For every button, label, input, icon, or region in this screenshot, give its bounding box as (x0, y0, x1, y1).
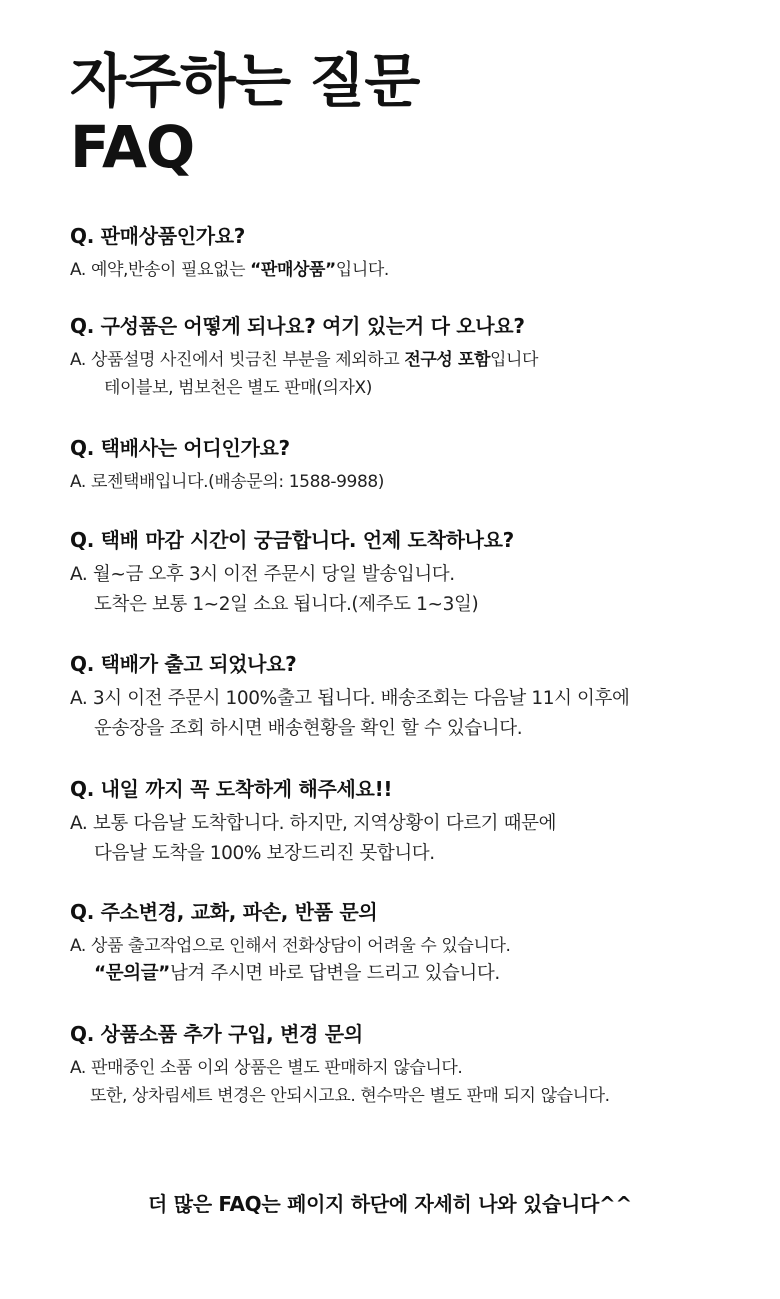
faq-question: Q. 상품소품 추가 구입, 변경 문의 (70, 1022, 363, 1046)
faq-answer: A. 상품설명 사진에서 빗금친 부분을 제외하고 전구성 포함입니다 테이블보, 범보천은 별도 판매(의자X) (70, 350, 539, 398)
title-korean: 자주하는 질문 (70, 47, 420, 115)
faq-answer: A. 예약,반송이 필요없는 “판매상품”입니다. (70, 260, 389, 280)
faq-item (70, 650, 750, 744)
faq-answer: A. 로젠택배입니다.(배송문의: 1588-9988) (70, 472, 385, 492)
faq-item (70, 775, 750, 869)
faq-question: Q. 판매상품인가요? (70, 224, 246, 248)
faq-question: Q. 구성품은 어떻게 되나요? 여기 있는거 다 오나요? (70, 314, 525, 338)
footer-note: 더 많은 FAQ는 페이지 하단에 자세히 나와 있습니다^^ (148, 1192, 632, 1216)
faq-answer: A. 월~금 오후 3시 이전 주문시 당일 발송입니다. 도착은 보통 1~2일 소요 됩니다.(제주도 1~3일) (70, 564, 479, 615)
faq-question: Q. 택배 마감 시간이 궁금합니다. 언제 도착하나요? (70, 528, 514, 552)
faq-question: Q. 택배사는 어디인가요? (70, 436, 290, 460)
faq-answer: A. 판매중인 소품 이외 상품은 별도 판매하지 않습니다. 또한, 상차림세트 변경은 안되시고요. 현수막은 별도 판매 되지 않습니다. (70, 1058, 610, 1106)
faq-answer: A. 보통 다음날 도착합니다. 하지만, 지역상황이 다르기 때문에 다음날 도착을 100% 보장드리진 못합니다. (70, 813, 557, 864)
page-title (70, 48, 419, 180)
faq-item (70, 1020, 750, 1110)
faq-answer: A. 3시 이전 주문시 100%출고 됩니다. 배송조회는 다음날 11시 이후에 운송장을 조회 하시면 배송현황을 확인 할 수 있습니다. (70, 688, 630, 739)
faq-answer: A. 상품 출고작업으로 인해서 전화상담이 어려울 수 있습니다. “문의글”남겨 주시면 바로 답변을 드리고 있습니다. (70, 936, 511, 984)
faq-item (70, 434, 750, 496)
faq-item (70, 526, 750, 620)
faq-question: Q. 택배가 출고 되었나요? (70, 652, 297, 676)
faq-question: Q. 주소변경, 교화, 파손, 반품 문의 (70, 900, 378, 924)
faq-item (70, 222, 750, 284)
faq-item (70, 312, 750, 402)
title-english: FAQ (70, 113, 195, 181)
faq-question: Q. 내일 까지 꼭 도착하게 해주세요!! (70, 777, 393, 801)
faq-item (70, 898, 750, 988)
